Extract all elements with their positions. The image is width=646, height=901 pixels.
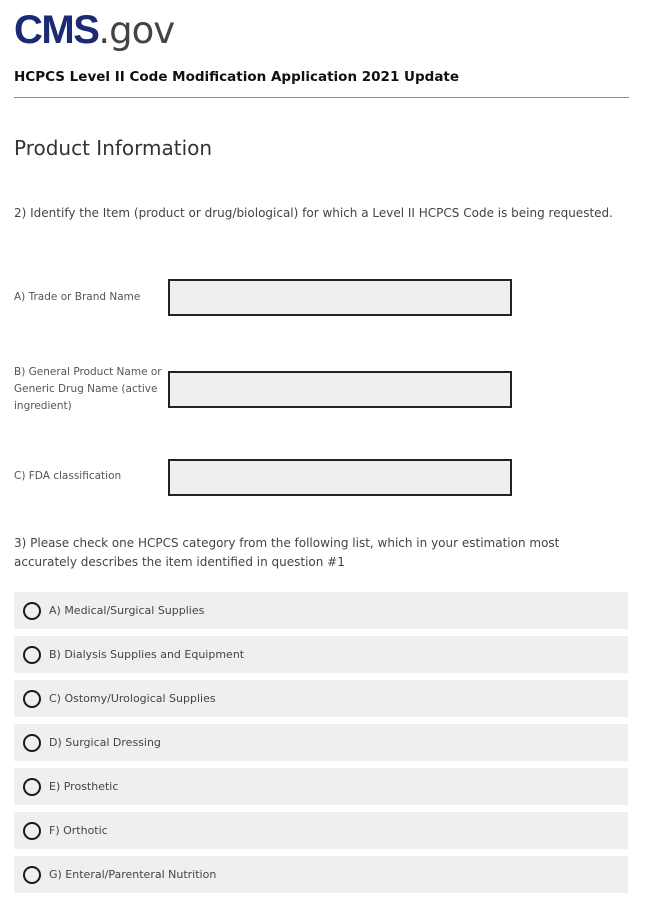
- header-divider: [14, 97, 629, 98]
- trade-name-label: A) Trade or Brand Name: [14, 291, 141, 303]
- fda-classification-input[interactable]: [168, 459, 512, 496]
- radio-circle-icon[interactable]: [23, 602, 41, 620]
- category-option-label: E) Prosthetic: [49, 780, 119, 793]
- section-title: Product Information: [14, 136, 213, 160]
- radio-circle-icon[interactable]: [23, 690, 41, 708]
- category-option-ostomy[interactable]: [14, 680, 628, 717]
- category-option-dialysis[interactable]: [14, 636, 628, 673]
- generic-name-input[interactable]: [168, 371, 512, 408]
- radio-circle-icon[interactable]: [23, 822, 41, 840]
- category-option-enteral-parenteral[interactable]: [14, 856, 628, 893]
- category-option-orthotic[interactable]: [14, 812, 628, 849]
- category-option-medical-surgical[interactable]: [14, 592, 628, 629]
- trade-name-input[interactable]: [168, 279, 512, 316]
- category-option-label: F) Orthotic: [49, 824, 108, 837]
- cms-gov-logo[interactable]: [14, 8, 174, 58]
- generic-name-label: B) General Product Name or Generic Drug Name (active ingredient): [14, 366, 162, 412]
- category-option-label: D) Surgical Dressing: [49, 736, 161, 749]
- category-option-label: C) Ostomy/Urological Supplies: [49, 692, 216, 705]
- category-option-label: A) Medical/Surgical Supplies: [49, 604, 205, 617]
- question-2-text: 2) Identify the Item (product or drug/biological) for which a Level II HCPCS Code is being requested.: [14, 206, 613, 220]
- category-option-surgical-dressing[interactable]: [14, 724, 628, 761]
- form-title: HCPCS Level II Code Modification Application 2021 Update: [14, 69, 460, 85]
- category-option-prosthetic[interactable]: [14, 768, 628, 805]
- radio-circle-icon[interactable]: [23, 778, 41, 796]
- category-option-label: B) Dialysis Supplies and Equipment: [49, 648, 245, 661]
- fda-classification-label: C) FDA classification: [14, 470, 122, 482]
- question-3-text: 3) Please check one HCPCS category from the following list, which in your estimation most accurately describes the item identified in question #1: [14, 536, 560, 569]
- category-option-label: G) Enteral/Parenteral Nutrition: [49, 868, 217, 881]
- radio-circle-icon[interactable]: [23, 646, 41, 664]
- radio-circle-icon[interactable]: [23, 866, 41, 884]
- radio-circle-icon[interactable]: [23, 734, 41, 752]
- logo-gov-text: .gov: [98, 9, 175, 52]
- logo-cms-text: CMS: [14, 8, 99, 52]
